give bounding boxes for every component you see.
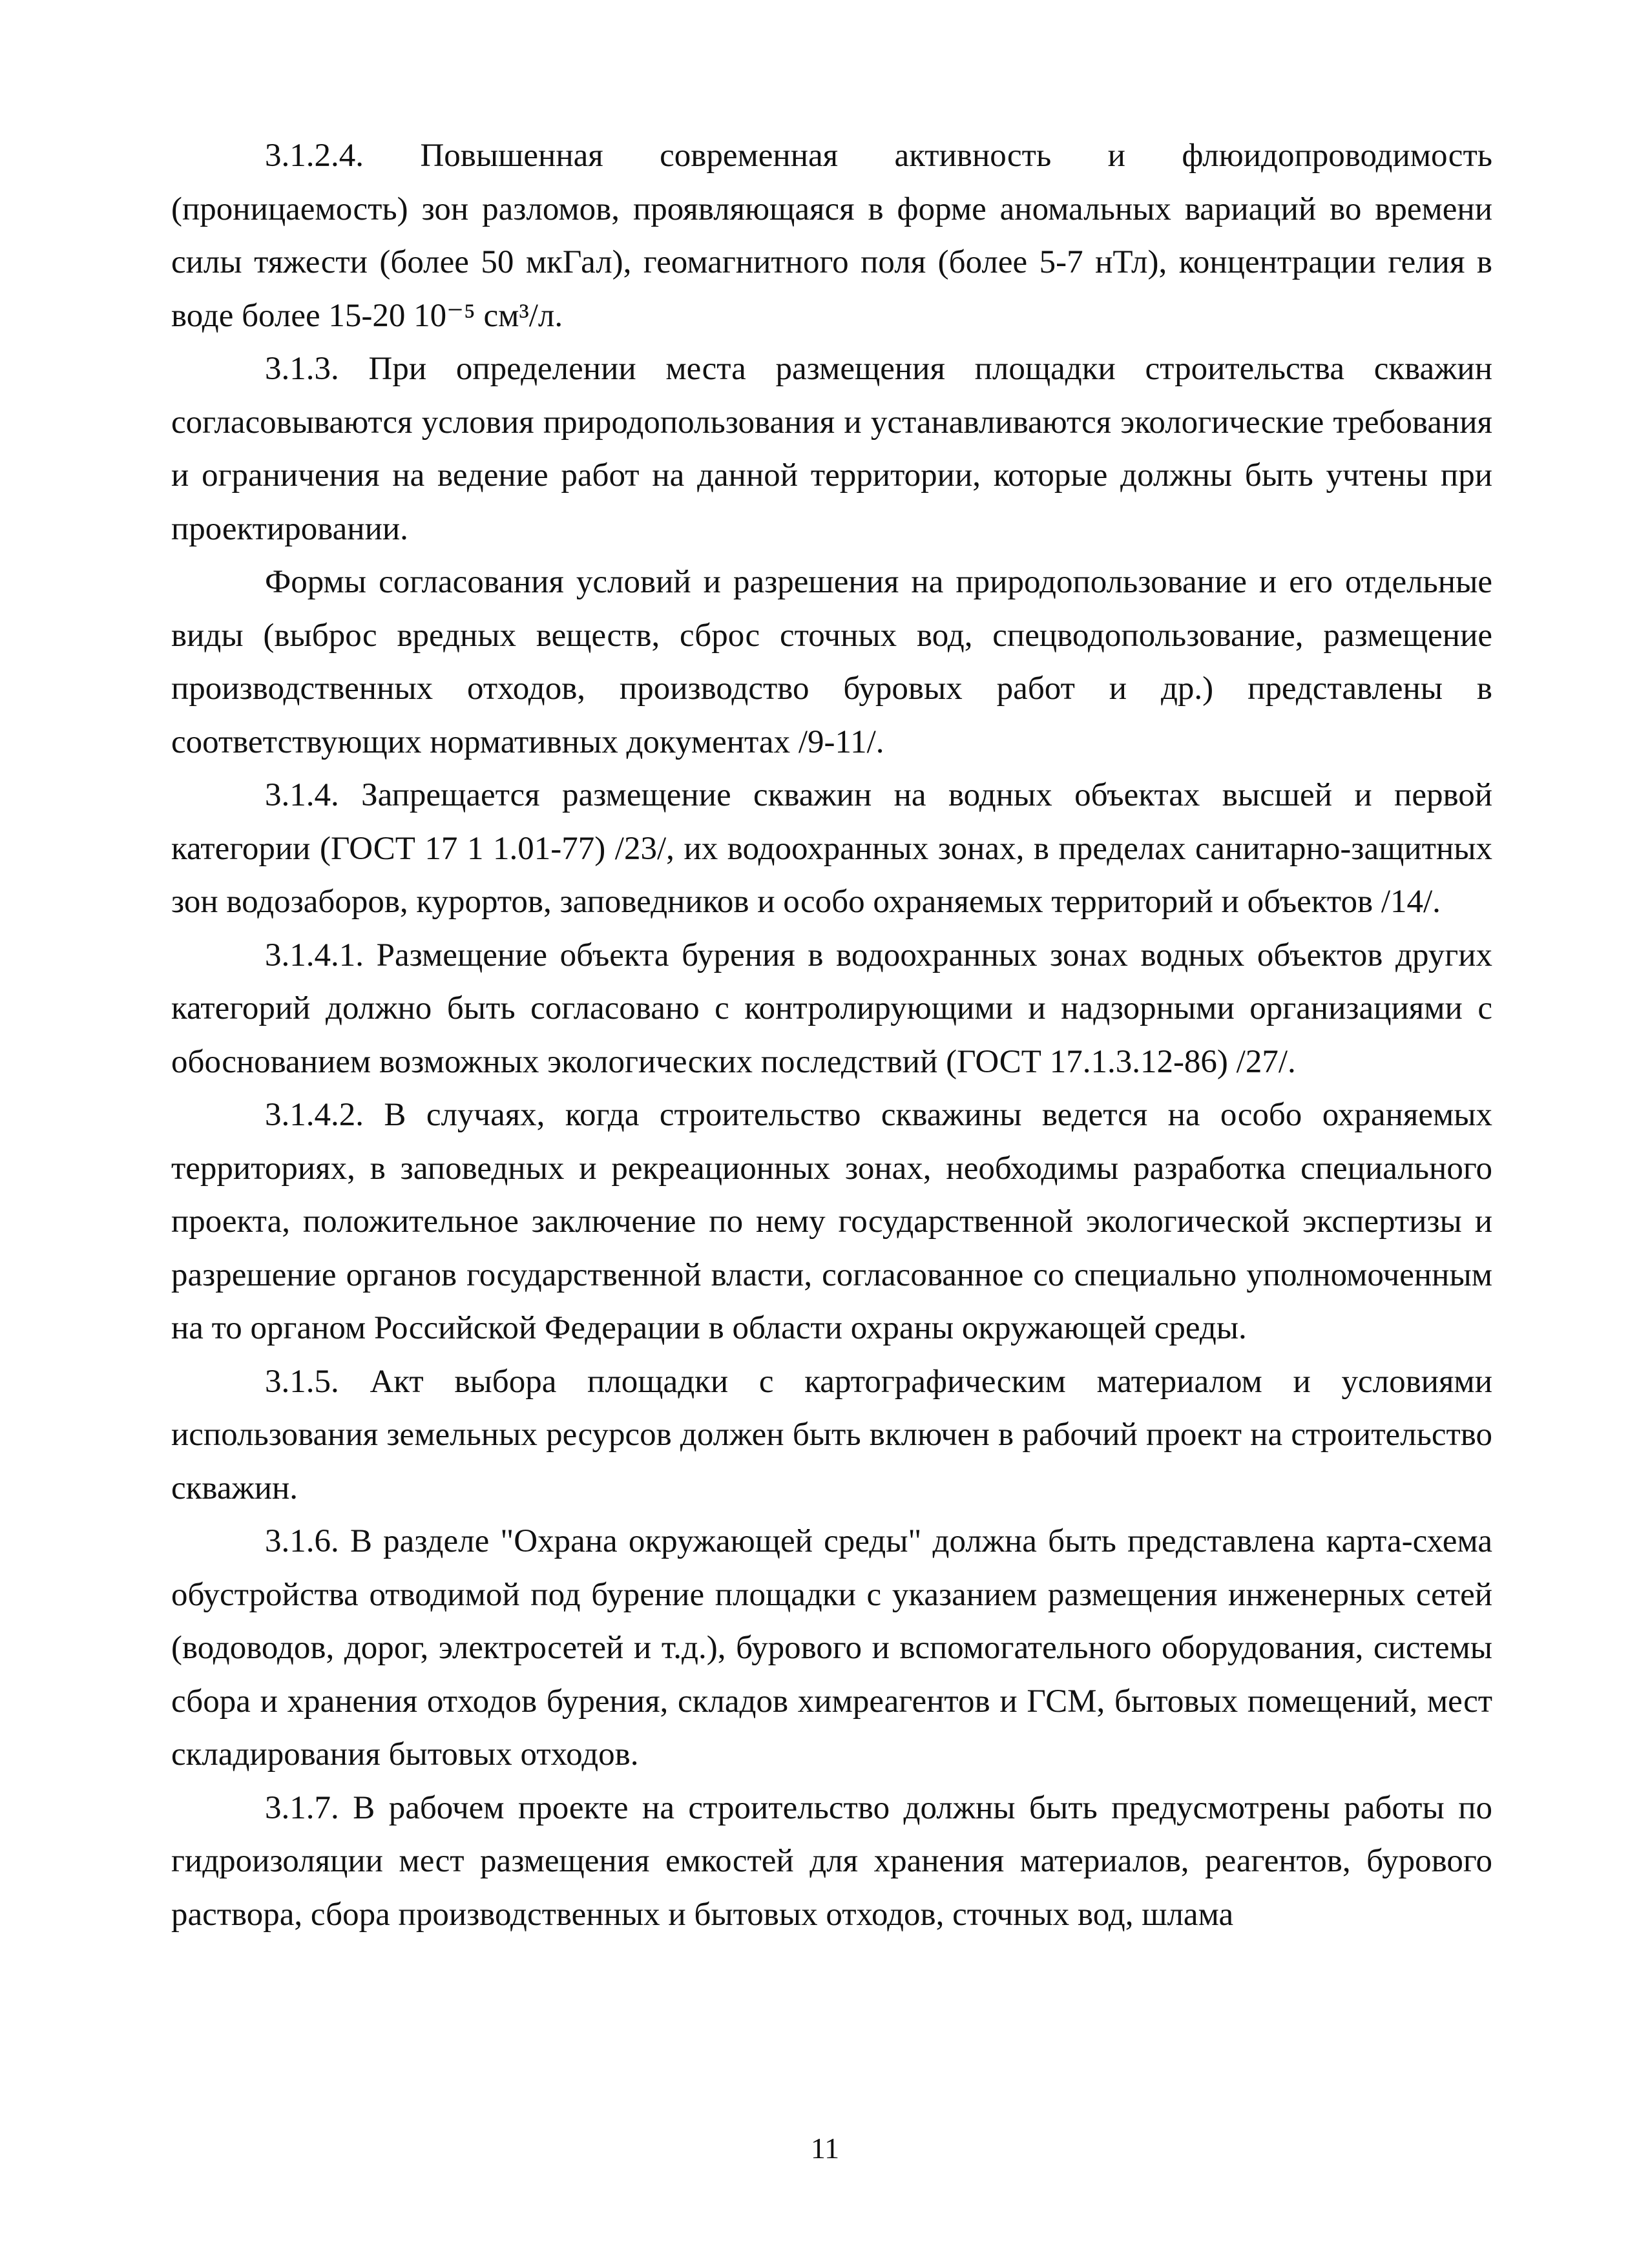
- paragraph-3-1-4: 3.1.4. Запрещается размещение скважин на водных объектах высшей и первой категории (ГОСТ 17 1 1.01-77) /23/, их водоохранных зонах, в пределах санитарно-защитных зон водозаборов, курортов, заповедников и особо охраняемых территорий и объектов /14/.: [171, 777, 1492, 920]
- paragraph-3-1-7: 3.1.7. В рабочем проекте на строительство должны быть предусмотрены работы по гидроизоляции мест размещения емкостей для хранения материалов, реагентов, бурового раствора, сбора производственных и бытовых отходов, сточных вод, шлама: [171, 1789, 1492, 1933]
- paragraph-3-1-6: 3.1.6. В разделе "Охрана окружающей среды" должна быть представлена карта-схема обустройства отводимой под бурение площадки с указанием размещения инженерных сетей (водоводов, дорог, электросетей и т.д.), бурового и вспомогательного оборудования, системы сбора и хранения отходов бурения, складов химреагентов и ГСМ, бытовых помещений, мест складирования бытовых отходов.: [171, 1523, 1492, 1773]
- paragraph-3-1-5: 3.1.5. Акт выбора площадки с картографическим материалом и условиями использования земельных ресурсов должен быть включен в рабочий проект на строительство скважин.: [171, 1363, 1492, 1506]
- paragraph-3-1-3: 3.1.3. При определении места размещения площадки строительства скважин согласовываются условия природопользования и устанавливаются экологические требования и ограничения на ведение работ на данной территории, которые должны быть учтены при проектировании.: [171, 351, 1492, 547]
- page-number: 11: [810, 2132, 840, 2165]
- body-text: [171, 129, 1492, 1941]
- paragraph-forms: Формы согласования условий и разрешения на природопользование и его отдельные виды (выброс вредных веществ, сброс сточных вод, спецводопользование, размещение производственных отходов, производство буровых работ и др.) представлены в соответствующих нормативных документах /9-11/.: [171, 564, 1492, 760]
- paragraph-3-1-2-4: 3.1.2.4. Повышенная современная активность и флюидопроводимость (проницаемость) зон разломов, проявляющаяся в форме аномальных вариаций во времени силы тяжести (более 50 мкГал), геомагнитного поля (более 5-7 нТл), концентрации гелия в воде более 15-20 10⁻⁵ см³/л.: [171, 138, 1492, 334]
- paragraph-3-1-4-1: 3.1.4.1. Размещение объекта бурения в водоохранных зонах водных объектов других категорий должно быть согласовано с контролирующими и надзорными организациями с обоснованием возможных экологических последствий (ГОСТ 17.1.3.12-86) /27/.: [171, 937, 1492, 1080]
- paragraph-3-1-4-2: 3.1.4.2. В случаях, когда строительство скважины ведется на особо охраняемых территориях, в заповедных и рекреационных зонах, необходимы разработка специального проекта, положительное заключение по нему государственной экологической экспертизы и разрешение органов государственной власти, согласованное со специально уполномоченным на то органом Российской Федерации в области охраны окружающей среды.: [171, 1097, 1492, 1346]
